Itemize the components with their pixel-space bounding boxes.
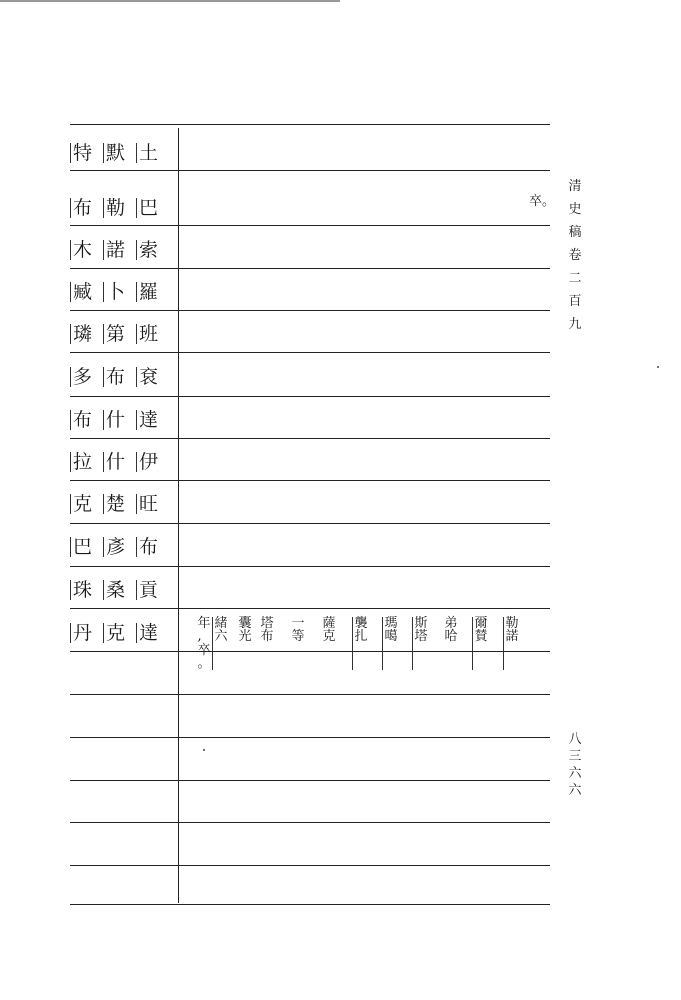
- name-char: 巴: [136, 198, 169, 218]
- name-char: 羅: [136, 282, 169, 302]
- name-char: 臧: [70, 282, 103, 302]
- text-column: 弟 哈: [444, 616, 458, 645]
- name-char: 貢: [136, 580, 169, 600]
- name-row: [70, 356, 178, 398]
- name-row: [70, 313, 178, 355]
- row-rule: [70, 694, 550, 695]
- name-char: 彥: [103, 537, 136, 557]
- name-row: [70, 569, 178, 611]
- name-char: 什: [103, 452, 136, 472]
- name-char: 袞: [136, 367, 169, 387]
- name-row: [70, 132, 178, 174]
- name-char: 達: [136, 623, 169, 643]
- text-column: 一 等: [291, 616, 305, 645]
- text-column: 年 , 卒 。: [197, 616, 211, 671]
- name-char: 諾: [103, 240, 136, 260]
- text-column: 緒 六: [212, 617, 229, 670]
- row-rule: [70, 780, 550, 781]
- name-row: [70, 229, 178, 271]
- name-row: [70, 187, 178, 229]
- name-char: 楚: [103, 494, 136, 514]
- name-char: 默: [103, 143, 136, 163]
- table-top-rule: [70, 124, 550, 125]
- name-char: 珠: [70, 580, 103, 600]
- table-bottom-rule: [70, 904, 550, 905]
- name-char: 特: [70, 143, 103, 163]
- name-row: [70, 271, 178, 313]
- text-column: 囊 光: [238, 616, 252, 645]
- name-char: 第: [103, 324, 136, 344]
- name-char: 索: [136, 240, 169, 260]
- name-char: 巴: [70, 537, 103, 557]
- name-char: 桑: [103, 580, 136, 600]
- text-column: 塔 布: [260, 616, 274, 645]
- name-char: 克: [70, 494, 103, 514]
- name-char: 伊: [136, 452, 169, 472]
- text-column: 勒 諾: [503, 617, 520, 670]
- name-char: 卜: [103, 282, 136, 302]
- name-row: [70, 612, 178, 654]
- name-char: 布: [103, 367, 136, 387]
- name-row: [70, 526, 178, 568]
- row-rule: [70, 865, 550, 866]
- name-char: 達: [136, 410, 169, 430]
- text-column: 瑪 噶: [382, 617, 399, 670]
- name-char: 布: [70, 410, 103, 430]
- name-char: 拉: [70, 452, 103, 472]
- name-char: 丹: [70, 623, 103, 643]
- name-char: 木: [70, 240, 103, 260]
- name-char: 布: [70, 198, 103, 218]
- name-row: [70, 483, 178, 525]
- name-char: 班: [136, 324, 169, 344]
- name-row: [70, 441, 178, 483]
- name-char: 克: [103, 623, 136, 643]
- page-number: 八 三 六 六: [568, 732, 582, 798]
- name-char: 土: [136, 143, 169, 163]
- name-char: 布: [136, 537, 169, 557]
- scan-speck: [203, 749, 205, 751]
- text-column: 爾 賛: [472, 617, 489, 670]
- row-rule: [70, 737, 550, 738]
- text-column: 斯 塔: [412, 617, 429, 670]
- text-column: 襲 扎: [352, 617, 369, 670]
- scan-speck: [657, 366, 659, 368]
- name-row: [70, 399, 178, 441]
- running-title: 清 史 稿 卷 二 百 九: [568, 179, 582, 332]
- biography-text: [196, 617, 520, 670]
- column-divider: [178, 128, 179, 903]
- name-char: 什: [103, 410, 136, 430]
- name-char: 旺: [136, 494, 169, 514]
- name-char: 璘: [70, 324, 103, 344]
- row-rule: [70, 822, 550, 823]
- scan-top-edge: [0, 0, 340, 2]
- name-char: 多: [70, 367, 103, 387]
- text-column: 薩 克: [322, 616, 336, 645]
- name-char: 勒: [103, 198, 136, 218]
- row-note: 卒。: [529, 194, 556, 209]
